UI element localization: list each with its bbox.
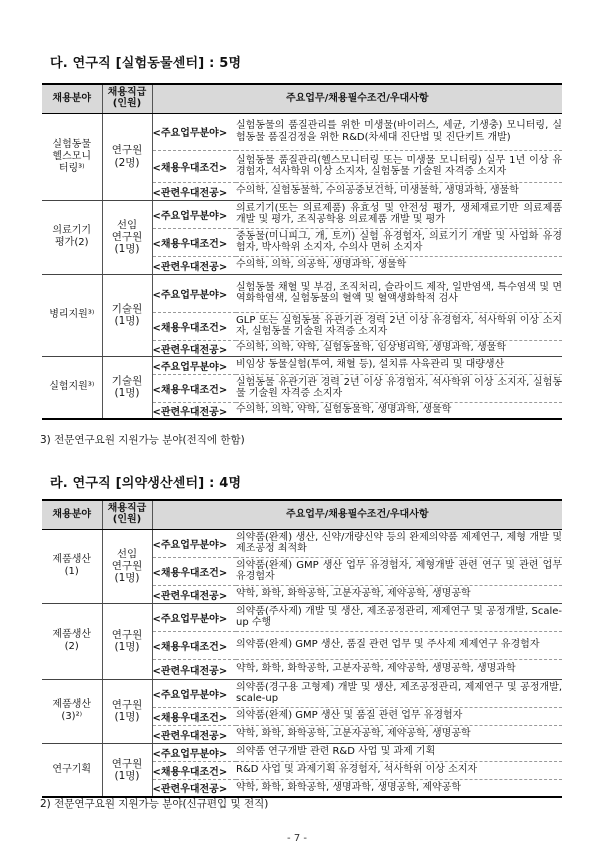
cell-position: 기술원 (1명) (102, 274, 152, 356)
cell-item-text: 수의학, 의학, 약학, 실험동물학, 생명과학, 생물학 (236, 402, 562, 419)
header-position: 채용직급 (인원) (102, 84, 152, 113)
cell-item-label: <관련우대전공> (152, 725, 236, 743)
cell-item-label: <관련우대전공> (152, 256, 236, 274)
footnote-3: 3) 전문연구요원 지원가능 분야(전직에 한함) (40, 434, 245, 446)
cell-position: 연구원 (1명) (102, 603, 152, 679)
cell-item-text: 비임상 동물실험(투여, 채혈 등), 설치류 사육관리 및 대량생산 (236, 359, 505, 371)
section-heading-pharma-center: 라. 연구직 [의약생산센터] : 4명 (50, 476, 242, 491)
cell-position: 선임 연구원 (1명) (102, 529, 152, 603)
cell-field: 제품생산 (3)²⁾ (42, 679, 102, 743)
table-row (42, 679, 562, 707)
cell-position: 선임 연구원 (1명) (102, 200, 152, 274)
cell-item-label: <채용우대조건> (152, 761, 236, 779)
cell-position: 연구원 (2명) (102, 113, 152, 200)
cell-item-label: <주요업무분야> (152, 529, 236, 557)
cell-item-label: <관련우대전공> (152, 182, 236, 200)
cell-item-label: <주요업무분야> (152, 113, 236, 150)
cell-item-text: 수의학, 실험동물학, 수의공중보건학, 미생물학, 생명과학, 생물학 (236, 182, 562, 200)
cell-item-label: <관련우대전공> (152, 402, 236, 419)
cell-item-text: 의약품(완제) GMP 생산 업무 유경험자, 제형개발 관련 연구 및 관련 업무 유경험자 (236, 557, 562, 585)
cell-item-text: 중동물(미니피그, 개, 토끼) 실험 유경험자, 의료기기 개발 및 사업화 유경험자, 박사학위 소지자, 수의사 면허 소지자 (236, 228, 562, 256)
cell-item-text: 수의학, 의학, 의공학, 생명과학, 생물학 (236, 256, 562, 274)
table-body (42, 113, 562, 419)
cell-field: 제품생산 (1) (42, 529, 102, 603)
cell-item-label: <채용우대조건> (152, 374, 236, 402)
cell-field: 의료기기 평가(2) (42, 200, 102, 274)
cell-item-label: <관련우대전공> (152, 585, 236, 603)
cell-item-label: <채용우대조건> (152, 150, 236, 182)
cell-item-label: <관련우대전공> (152, 659, 236, 679)
cell-position: 연구원 (1명) (102, 743, 152, 797)
table-row (42, 603, 562, 631)
cell-item-text: 약학, 화학, 화학공학, 고분자공학, 제약공학, 생명공학, 생명과학 (236, 659, 562, 679)
cell-field: 연구기획 (42, 743, 102, 797)
cell-item-label: <채용우대조건> (152, 707, 236, 725)
cell-field: 실험동물 헬스모니 터링³⁾ (42, 113, 102, 200)
cell-item-text: 의약품 연구개발 관련 R&D 사업 및 과제 기획 (236, 746, 436, 758)
cell-item-label: <관련우대전공> (152, 779, 236, 797)
cell-item-text: 의약품(완제) GMP 생산, 품질 관련 업무 및 주사제 제제연구 유경험자 (236, 631, 562, 659)
page-number: - 7 - (287, 833, 307, 844)
header-position: 채용직급 (인원) (102, 500, 152, 529)
cell-item-label: <채용우대조건> (152, 228, 236, 256)
cell-field: 병리지원³⁾ (42, 274, 102, 356)
cell-item-text: 실험동물 유관기관 경력 2년 이상 유경험자, 석사학위 이상 소지자, 실험동물 기술원 자격증 소지자 (236, 374, 562, 402)
cell-item-label: <주요업무분야> (152, 603, 236, 631)
cell-item-text: 의약품(주사제) 개발 및 생산, 제조공정관리, 제제연구 및 공정개발, Scale-up 수행 (236, 605, 563, 628)
section-heading-animal-center: 다. 연구직 [실험동물센터] : 5명 (50, 56, 242, 71)
cell-item-text: 의료기기(또는 의료제품) 유효성 및 안전성 평가, 생체재료기반 의료제품 개발 및 평가, 조직공학용 의료제품 개발 및 평가 (236, 202, 563, 225)
table-row (42, 200, 562, 228)
cell-item-label: <주요업무분야> (152, 679, 236, 707)
cell-item-text: R&D 사업 및 과제기획 유경험자, 석사학위 이상 소지자 (236, 761, 562, 779)
cell-item-text: 실험동물 품질관리(헬스모니터링 또는 미생물 모니터링) 실무 1년 이상 유경험자, 석사학위 이상 소지자, 실험동물 기술원 자격증 소지자 (236, 150, 562, 182)
cell-item-text: 의약품(완제) GMP 생산 및 품질 관련 업무 유경험자 (236, 707, 562, 725)
cell-item-label: <주요업무분야> (152, 356, 236, 374)
job-table-pharma-center (42, 499, 562, 798)
table-row (42, 274, 562, 312)
cell-item-label: <채용우대조건> (152, 312, 236, 340)
cell-item-text: 의약품(경구용 고형제) 개발 및 생산, 제조공정관리, 제제연구 및 공정개발, scale-up (236, 681, 563, 704)
header-duties: 주요업무/채용필수조건/우대사항 (152, 500, 562, 529)
cell-item-label: <채용우대조건> (152, 557, 236, 585)
header-duties: 주요업무/채용필수조건/우대사항 (152, 84, 562, 113)
cell-item-text: 약학, 화학, 화학공학, 고분자공학, 제약공학, 생명공학 (236, 725, 562, 743)
footnote-2: 2) 전문연구요원 지원가능 분야(신규편입 및 전직) (40, 798, 269, 810)
table-body (42, 529, 562, 797)
cell-item-label: <주요업무분야> (152, 274, 236, 312)
cell-item-text: 실험동물 채혈 및 부검, 조직처리, 슬라이드 제작, 일반염색, 특수염색 및 면역화학염색, 실험동물의 혈액 및 혈액생화학적 검사 (236, 281, 563, 304)
header-field: 채용분야 (42, 500, 102, 529)
job-table-animal-center (42, 83, 562, 420)
cell-field: 실험지원³⁾ (42, 356, 102, 419)
cell-item-text: 의약품(완제) 생산, 신약/개량신약 등의 완제의약품 제제연구, 제형 개발 및 제조공정 최적화 (236, 531, 563, 554)
header-field: 채용분야 (42, 84, 102, 113)
cell-item-text: 약학, 화학, 화학공학, 생명과학, 생명공학, 제약공학 (236, 779, 562, 797)
table-row (42, 113, 562, 150)
table-row (42, 743, 562, 761)
cell-field: 제품생산 (2) (42, 603, 102, 679)
table-row (42, 356, 562, 374)
cell-position: 연구원 (1명) (102, 679, 152, 743)
cell-item-label: <채용우대조건> (152, 631, 236, 659)
cell-item-text: 수의학, 의학, 약학, 실험동물학, 임상병리학, 생명과학, 생물학 (236, 340, 562, 356)
cell-position: 기술원 (1명) (102, 356, 152, 419)
cell-item-text: 실험동물의 품질관리를 위한 미생물(바이러스, 세균, 기생충) 모니터링, 실험동물 품질검정을 위한 R&D(차세대 진단법 및 진단키트 개발) (236, 120, 563, 143)
cell-item-label: <관련우대전공> (152, 340, 236, 356)
cell-item-text: 약학, 화학, 화학공학, 고분자공학, 제약공학, 생명공학 (236, 585, 562, 603)
cell-item-label: <주요업무분야> (152, 200, 236, 228)
cell-item-text: GLP 또는 실험동물 유관기관 경력 2년 이상 유경험자, 석사학위 이상 소지자, 실험동물 기술원 자격증 소지자 (236, 312, 562, 340)
cell-item-label: <주요업무분야> (152, 743, 236, 761)
table-row (42, 529, 562, 557)
